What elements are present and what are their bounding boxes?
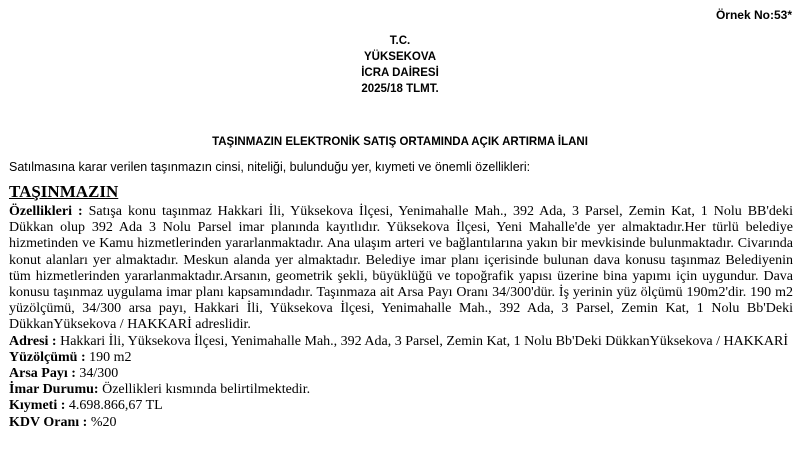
vat-value: %20: [90, 414, 117, 430]
property-details: [9, 204, 793, 431]
sample-number: Örnek No:53*: [715, 8, 792, 22]
value-row: [9, 398, 793, 414]
zoning-value: Özellikleri kısmında belirtilmektedir.: [102, 382, 311, 398]
address-row: [9, 334, 793, 350]
vat-label: KDV Oranı :: [9, 414, 88, 430]
header-line-file-no: 2025/18 TLMT.: [361, 83, 439, 95]
land-share-value: 34/300: [79, 366, 119, 382]
header-line-office: İCRA DAİRESİ: [361, 67, 439, 79]
features-value: Satışa konu taşınmaz Hakkari İli, Yüksekova İlçesi, Yenimahalle Mah., 392 Ada, 3 Parsel, Zemin Kat, 1 Nolu BB'deki Dükkan olup 392 Ada 3 Nolu Parsel imar planında kayıtlıdır. Yüksekova İlçesi, Yeni Mahalle'de yer almaktadır.Her türlü belediye hizmetinden ve Kamu hizmetlerinden yararlanmaktadır. Ana ulaşım arteri ve bağlantılarına yakın bir mevkisinde bulunmaktadır. Civarında konut alanları yer almaktadır. Meskun alanda yer almaktadır. Belediye imar planı içerisinde bulunan dava konusu taşınmaz Belediyenin tüm hizmetlerinden yararlanmaktadır.Arsanın, geometrik şekli, büyüklüğü ve topoğrafik yapısı üzerine bina yapımı için uygundur. Dava konusu taşınmaz uygulama imar planı kapsamındadır. Taşınmaza ait Arsa Payı Oranı 34/300'dür. İş yerinin yüz ölçümü 190m2'dir. 190 m2 yüzölçümü, 34/300 arsa payı, Hakkari İli, Yüksekova İlçesi, Yenimahalle Mah., 392 Ada, 3 Parsel, Zemin Kat, 1 Nolu Bb'Deki DükkanYüksekova / HAKKARİ adreslidir.: [9, 204, 794, 333]
vat-row: [9, 415, 793, 431]
intro-text: Satılmasına karar verilen taşınmazın cinsi, niteliği, bulunduğu yer, kıymeti ve önemli özellikleri:: [9, 160, 531, 174]
area-label: Yüzölçümü :: [9, 349, 86, 365]
value-amount: 4.698.866,67 TL: [68, 398, 163, 414]
zoning-row: [9, 382, 793, 398]
address-value: Hakkari İli, Yüksekova İlçesi, Yenimahalle Mah., 392 Ada, 3 Parsel, Zemin Kat, 1 Nolu Bb'Deki DükkanYüksekova / HAKKARİ: [60, 333, 789, 349]
land-share-row: [9, 366, 793, 382]
area-row: [9, 350, 793, 366]
features-paragraph: [9, 204, 793, 334]
land-share-label: Arsa Payı :: [9, 366, 76, 382]
address-label: Adresi :: [9, 333, 57, 349]
document-header: [0, 33, 800, 97]
features-label: Özellikleri :: [9, 204, 83, 219]
section-title: TAŞINMAZIN: [9, 182, 119, 201]
announcement-title: TAŞINMAZIN ELEKTRONİK SATIŞ ORTAMINDA AÇIK ARTIRMA İLANI: [212, 136, 588, 148]
header-line-tc: T.C.: [389, 35, 411, 47]
zoning-label: İmar Durumu:: [9, 382, 99, 398]
value-label: Kıymeti :: [9, 398, 66, 414]
header-line-district: YÜKSEKOVA: [364, 51, 436, 63]
area-value: 190 m2: [89, 349, 132, 365]
